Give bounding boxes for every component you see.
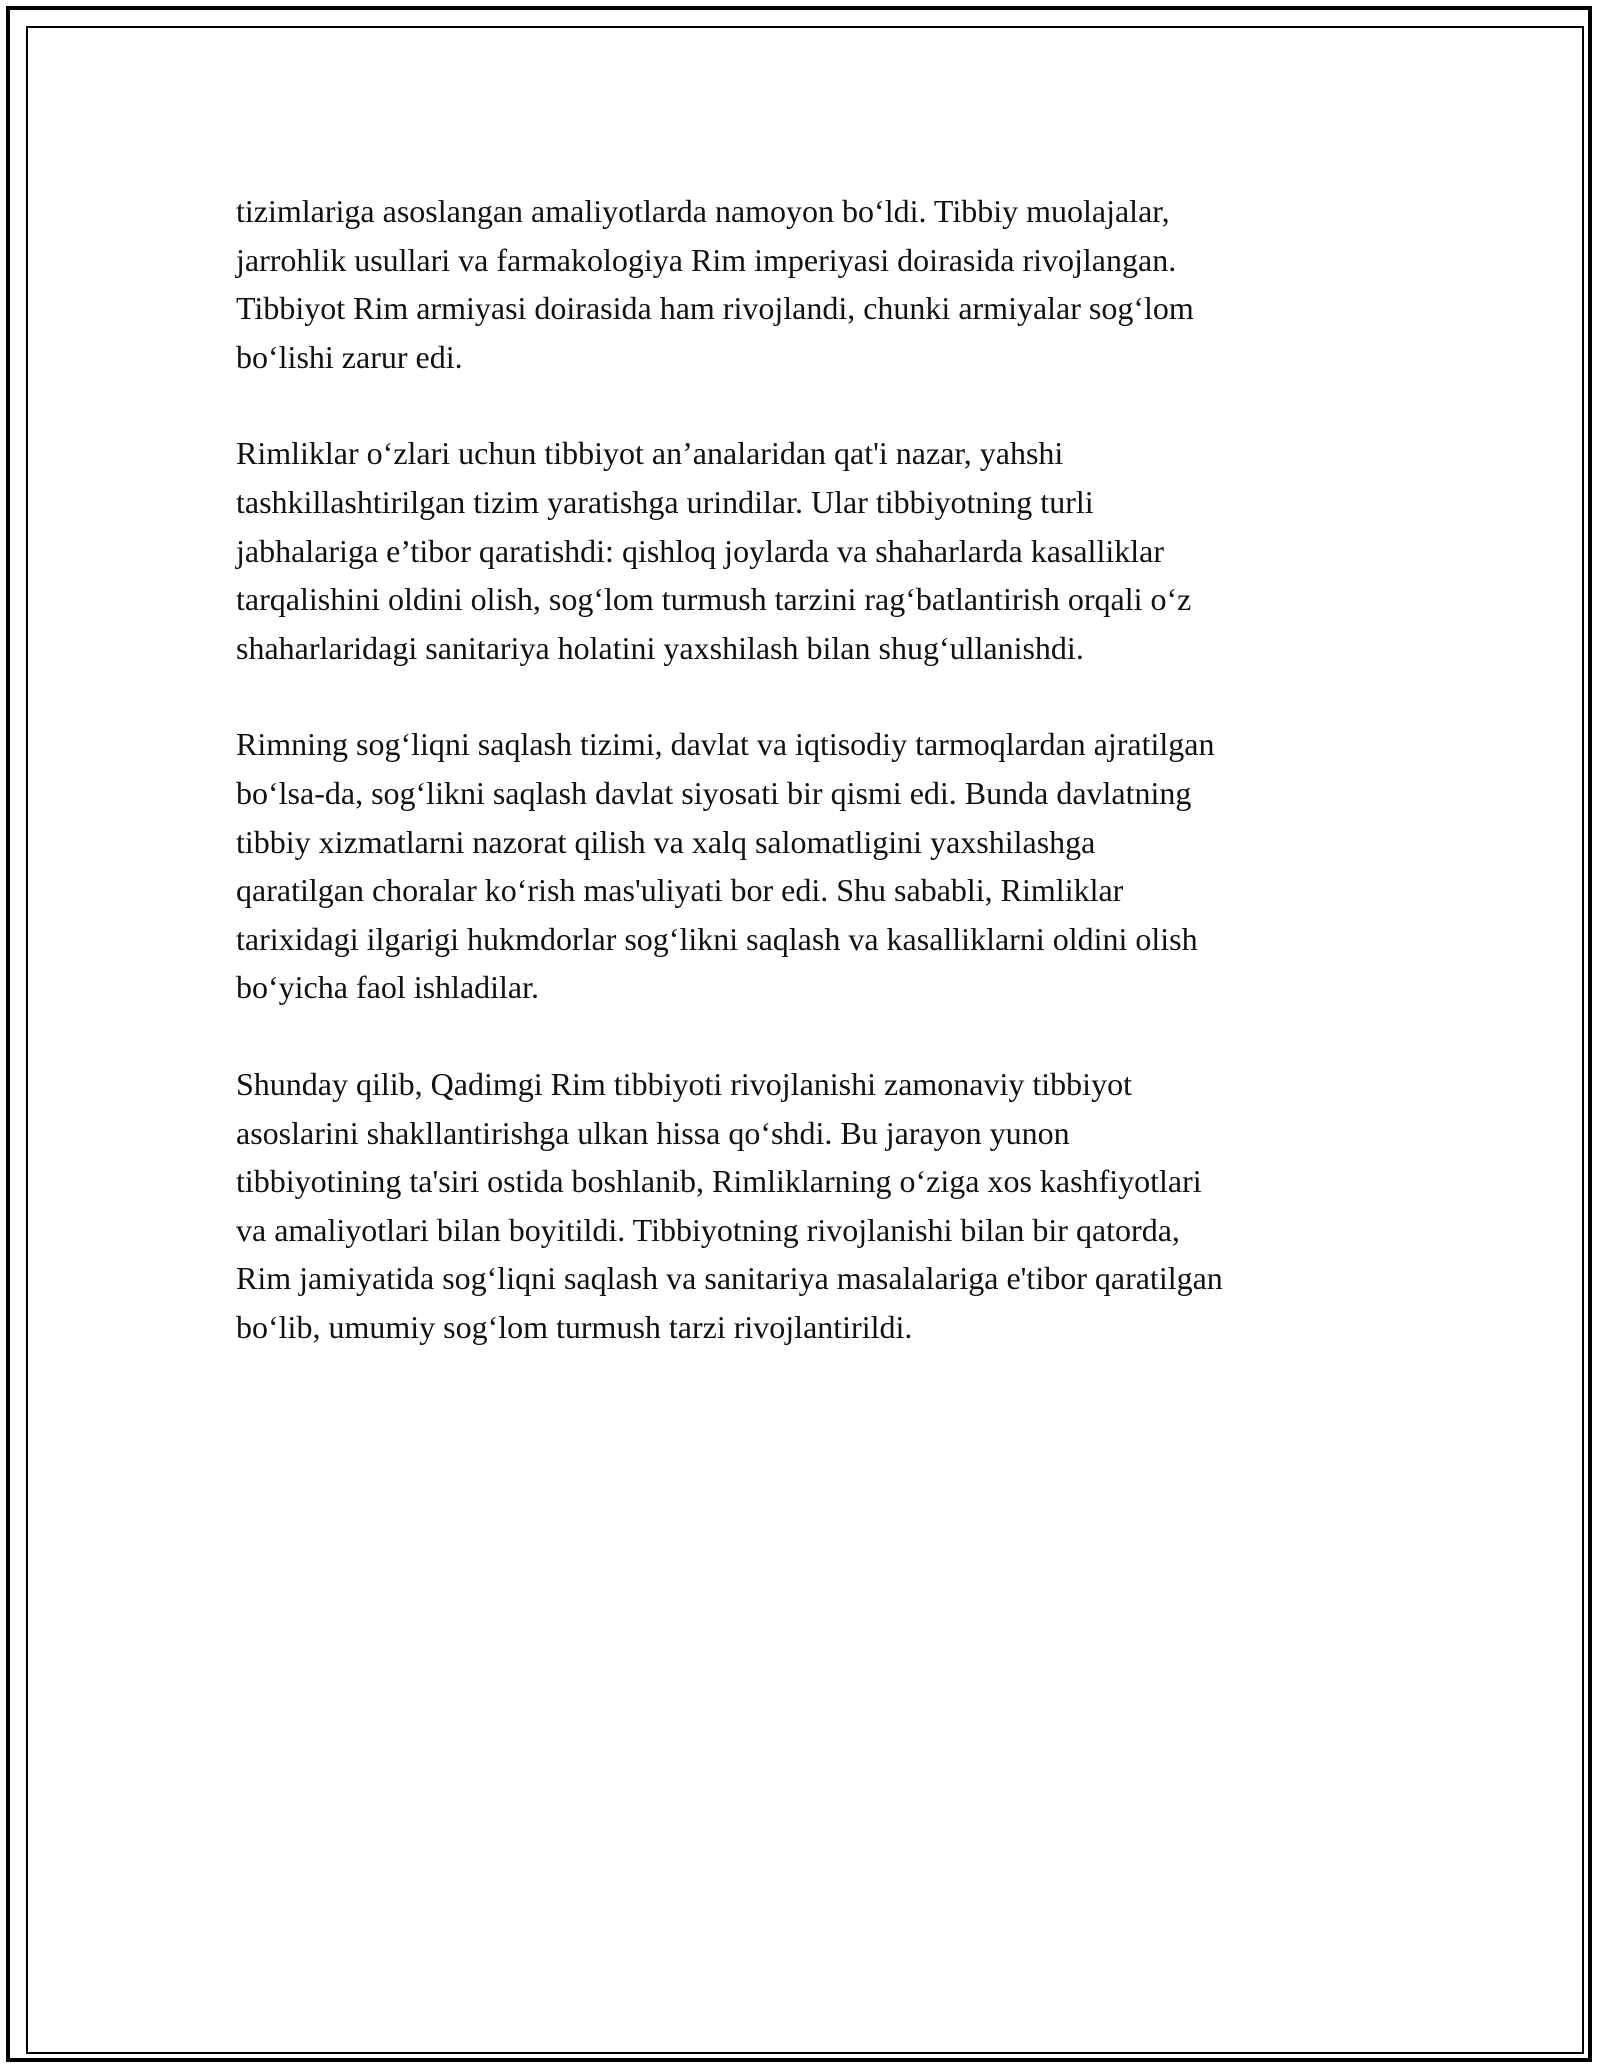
text-line: shaharlaridagi sanitariya holatini yaxshilash bilan shug‘ullanishdi. xyxy=(236,629,1084,666)
text-line: qaratilgan choralar ko‘rish mas'uliyati bor edi. Shu sababli, Rimliklar xyxy=(236,872,1124,909)
text-line: jabhalariga e’tibor qaratishdi: qishloq joylarda va shaharlarda kasalliklar xyxy=(236,532,1164,569)
text-line: Tibbiyot Rim armiyasi doirasida ham rivojlandi, chunki armiyalar sog‘lom xyxy=(236,290,1194,327)
text-line: Rimliklar o‘zlari uchun tibbiyot an’analaridan qat'i nazar, yahshi xyxy=(236,435,1064,472)
text-line: asoslarini shakllantirishga ulkan hissa qo‘shdi. Bu jarayon yunon xyxy=(236,1114,1070,1151)
paragraph-2 xyxy=(236,429,1376,672)
paragraph-4 xyxy=(236,1060,1376,1352)
text-line: jarrohlik usullari va farmakologiya Rim imperiyasi doirasida rivojlangan. xyxy=(236,241,1177,278)
paragraph-3 xyxy=(236,720,1376,1012)
text-line: bo‘lib, umumiy sog‘lom turmush tarzi rivojlantirildi. xyxy=(236,1308,913,1345)
text-line: Rimning sog‘liqni saqlash tizimi, davlat va iqtisodiy tarmoqlardan ajratilgan xyxy=(236,726,1215,763)
paragraph-1 xyxy=(236,187,1376,381)
text-line: bo‘lishi zarur edi. xyxy=(236,338,463,375)
text-line: va amaliyotlari bilan boyitildi. Tibbiyotning rivojlanishi bilan bir qatorda, xyxy=(236,1211,1180,1248)
text-line: tibbiy xizmatlarni nazorat qilish va xalq salomatligini yaxshilashga xyxy=(236,823,1096,860)
text-line: Rim jamiyatida sog‘liqni saqlash va sanitariya masalalariga e'tibor qaratilgan xyxy=(236,1260,1223,1297)
text-line: bo‘yicha faol ishladilar. xyxy=(236,969,540,1006)
document-body xyxy=(236,187,1376,1399)
text-line: tarixidagi ilgarigi hukmdorlar sog‘likni saqlash va kasalliklarni oldini olish xyxy=(236,920,1198,957)
text-line: Shunday qilib, Qadimgi Rim tibbiyoti rivojlanishi zamonaviy tibbiyot xyxy=(236,1065,1132,1102)
text-line: tashkillashtirilgan tizim yaratishga urindilar. Ular tibbiyotning turli xyxy=(236,483,1094,520)
text-line: tarqalishini oldini olish, sog‘lom turmush tarzini rag‘batlantirish orqali o‘z xyxy=(236,581,1192,618)
text-line: tizimlariga asoslangan amaliyotlarda namoyon bo‘ldi. Tibbiy muolajalar, xyxy=(236,193,1170,229)
text-line: bo‘lsa-da, sog‘likni saqlash davlat siyosati bir qismi edi. Bunda davlatning xyxy=(236,774,1192,811)
text-line: tibbiyotining ta'siri ostida boshlanib, Rimliklarning o‘ziga xos kashfiyotlari xyxy=(236,1163,1202,1200)
